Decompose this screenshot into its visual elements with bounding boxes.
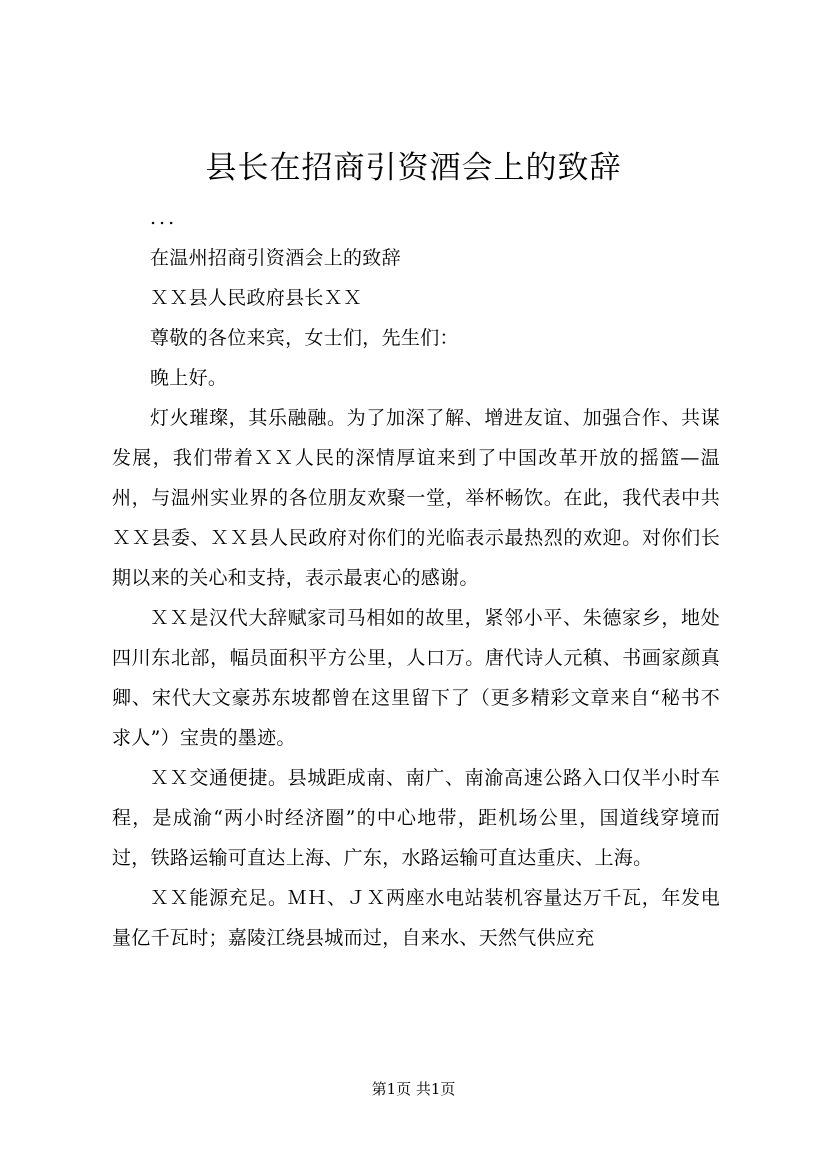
speaker-line: ＸＸ县人民政府县长ＸＸ — [150, 287, 363, 309]
document-body — [112, 198, 720, 958]
ellipsis-line: ... — [150, 207, 178, 229]
body-paragraph: ＸＸ能源充足。ＭＨ、ＪＸ两座水电站装机容量达万千瓦，年发电量亿千瓦时；嘉陵江绕县城而过，自来水、天然气供应充 — [112, 887, 720, 949]
greeting: 晚上好。 — [150, 367, 228, 389]
document-title: 县长在招商引资酒会上的致辞 — [205, 150, 622, 186]
speech-subtitle: 在温州招商引资酒会上的致辞 — [150, 247, 401, 269]
body-paragraph: 灯火璀璨，其乐融融。为了加深了解、增进友谊、加强合作、共谋发展，我们带着ＸＸ人民的深情厚谊来到了中国改革开放的摇篮—温州，与温州实业界的各位朋友欢聚一堂，举杯畅饮。在此，我代表中共ＸＸ县委、ＸＸ县人民政府对你们的光临表示最热烈的欢迎。对你们长期以来的关心和支持，表示最衷心的感谢。 — [112, 407, 720, 589]
page-number: 第1页 共1页 — [371, 1080, 456, 1098]
body-paragraph: ＸＸ交通便捷。县城距成南、南广、南渝高速公路入口仅半小时车程，是成渝“两小时经济圈”的中心地带，距机场公里，国道线穿境而过，铁路运输可直达上海、广东，水路运输可直达重庆、上海。 — [112, 767, 720, 869]
body-paragraph: ＸＸ是汉代大辞赋家司马相如的故里，紧邻小平、朱德家乡，地处四川东北部，幅员面积平方公里，人口万。唐代诗人元稹、书画家颜真卿、宋代大文豪苏东坡都曾在这里留下了（更多精彩文章来自“秘书不求人”）宝贵的墨迹。 — [112, 607, 720, 749]
salutation: 尊敬的各位来宾，女士们，先生们： — [150, 327, 459, 349]
